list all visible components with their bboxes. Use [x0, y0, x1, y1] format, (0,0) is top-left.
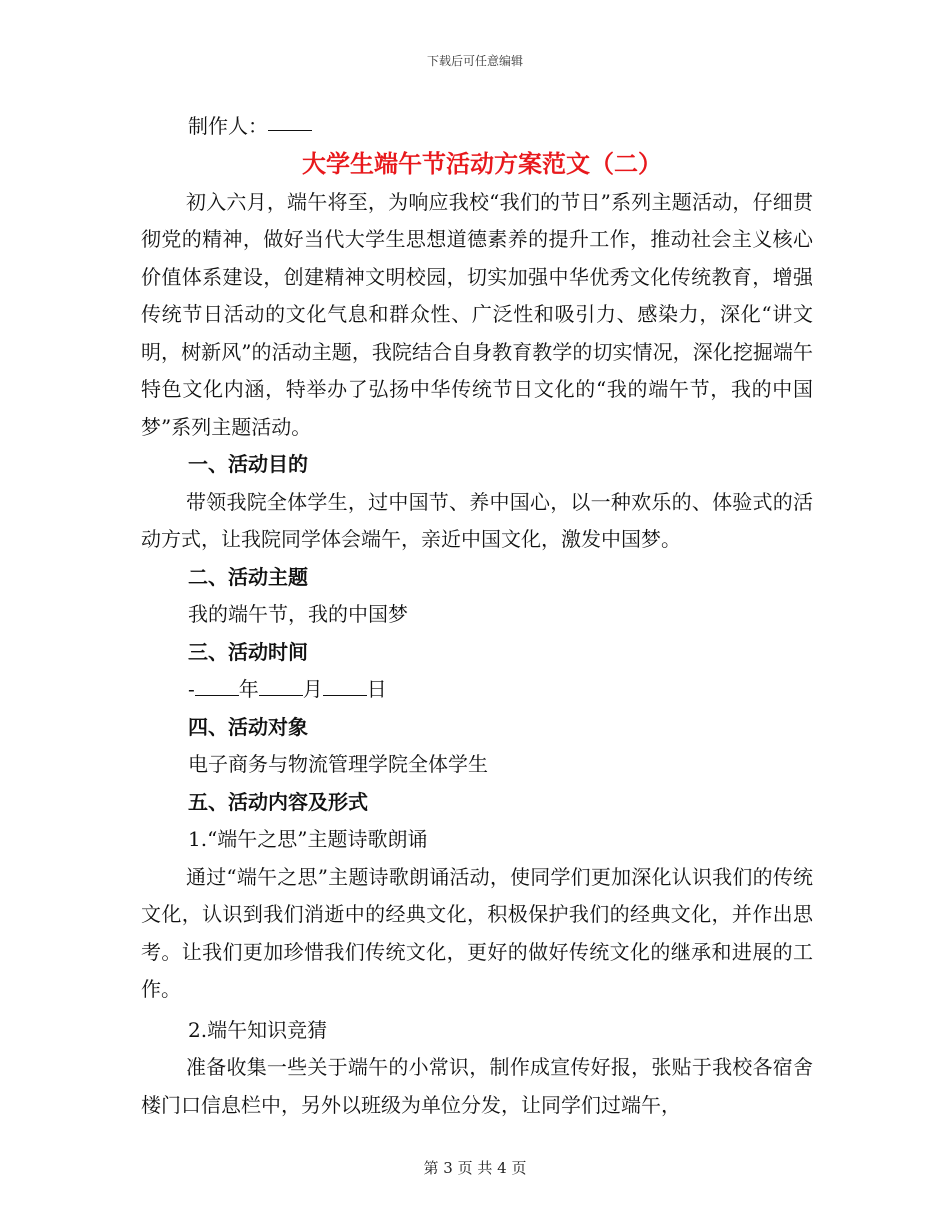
section-1-heading: 一、活动目的 — [188, 452, 308, 476]
item-2-body: 准备收集一些关于端午的小常识，制作成宣传好报，张贴于我校各宿舍楼门口信息栏中，另外以班级为单位分发，让同学们过端午， — [141, 1055, 813, 1117]
document-body — [141, 108, 813, 1124]
author-label: 制作人： — [188, 114, 268, 138]
item-1-label: 1.“端午之思”主题诗歌朗诵 — [188, 827, 428, 851]
day-label: 日 — [366, 677, 387, 701]
date-prefix: - — [188, 677, 195, 701]
month-label: 月 — [302, 677, 323, 701]
author-blank — [268, 108, 312, 131]
page-footer: 第 3 页 共 4 页 — [423, 1159, 527, 1177]
section-2-body: 我的端午节，我的中国梦 — [188, 602, 408, 626]
section-5-heading: 五、活动内容及形式 — [188, 789, 368, 814]
item-2-label: 2.端午知识竞猜 — [188, 1017, 328, 1042]
year-blank — [195, 675, 239, 696]
section-4-heading: 四、活动对象 — [188, 714, 308, 739]
page-header: 下载后可任意编辑 — [426, 54, 523, 68]
section-4-body: 电子商务与物流管理学院全体学生 — [188, 752, 488, 776]
intro-paragraph: 初入六月，端午将至，为响应我校“我们的节日”系列主题活动，仔细贯彻党的精神，做好当代大学生思想道德素养的提升工作，推动社会主义核心价值体系建设，创建精神文明校园，切实加强中华优秀文化传统教育，增强传统节日活动的文化气息和群众性、广泛性和吸引力、感染力，深化“讲文明，树新风”的活动主题，我院结合自身教育教学的切实情况，深化挖掘端午特色文化内涵，特举办了弘扬中华传统节日文化的“我的端午节，我的中国梦”系列主题活动。 — [141, 189, 813, 439]
section-3-heading: 三、活动时间 — [188, 639, 308, 664]
item-1-body: 通过“端午之思”主题诗歌朗诵活动，使同学们更加深化认识我们的传统文化，认识到我们消逝中的经典文化，积极保护我们的经典文化，并作出思考。让我们更加珍惜我们传统文化，更好的做好传统文化的继承和进展的工作。 — [141, 864, 813, 1001]
section-2-heading: 二、活动主题 — [188, 564, 308, 589]
year-label: 年 — [238, 677, 259, 701]
document-title: 大学生端午节活动方案范文（二） — [302, 148, 662, 178]
day-blank — [323, 675, 367, 696]
section-1-body: 带领我院全体学生，过中国节、养中国心，以一种欢乐的、体验式的活动方式，让我院同学体会端午，亲近中国文化，激发中国梦。 — [141, 489, 813, 551]
month-blank — [259, 675, 303, 696]
author-line — [141, 108, 813, 146]
activity-date-line — [141, 671, 813, 709]
